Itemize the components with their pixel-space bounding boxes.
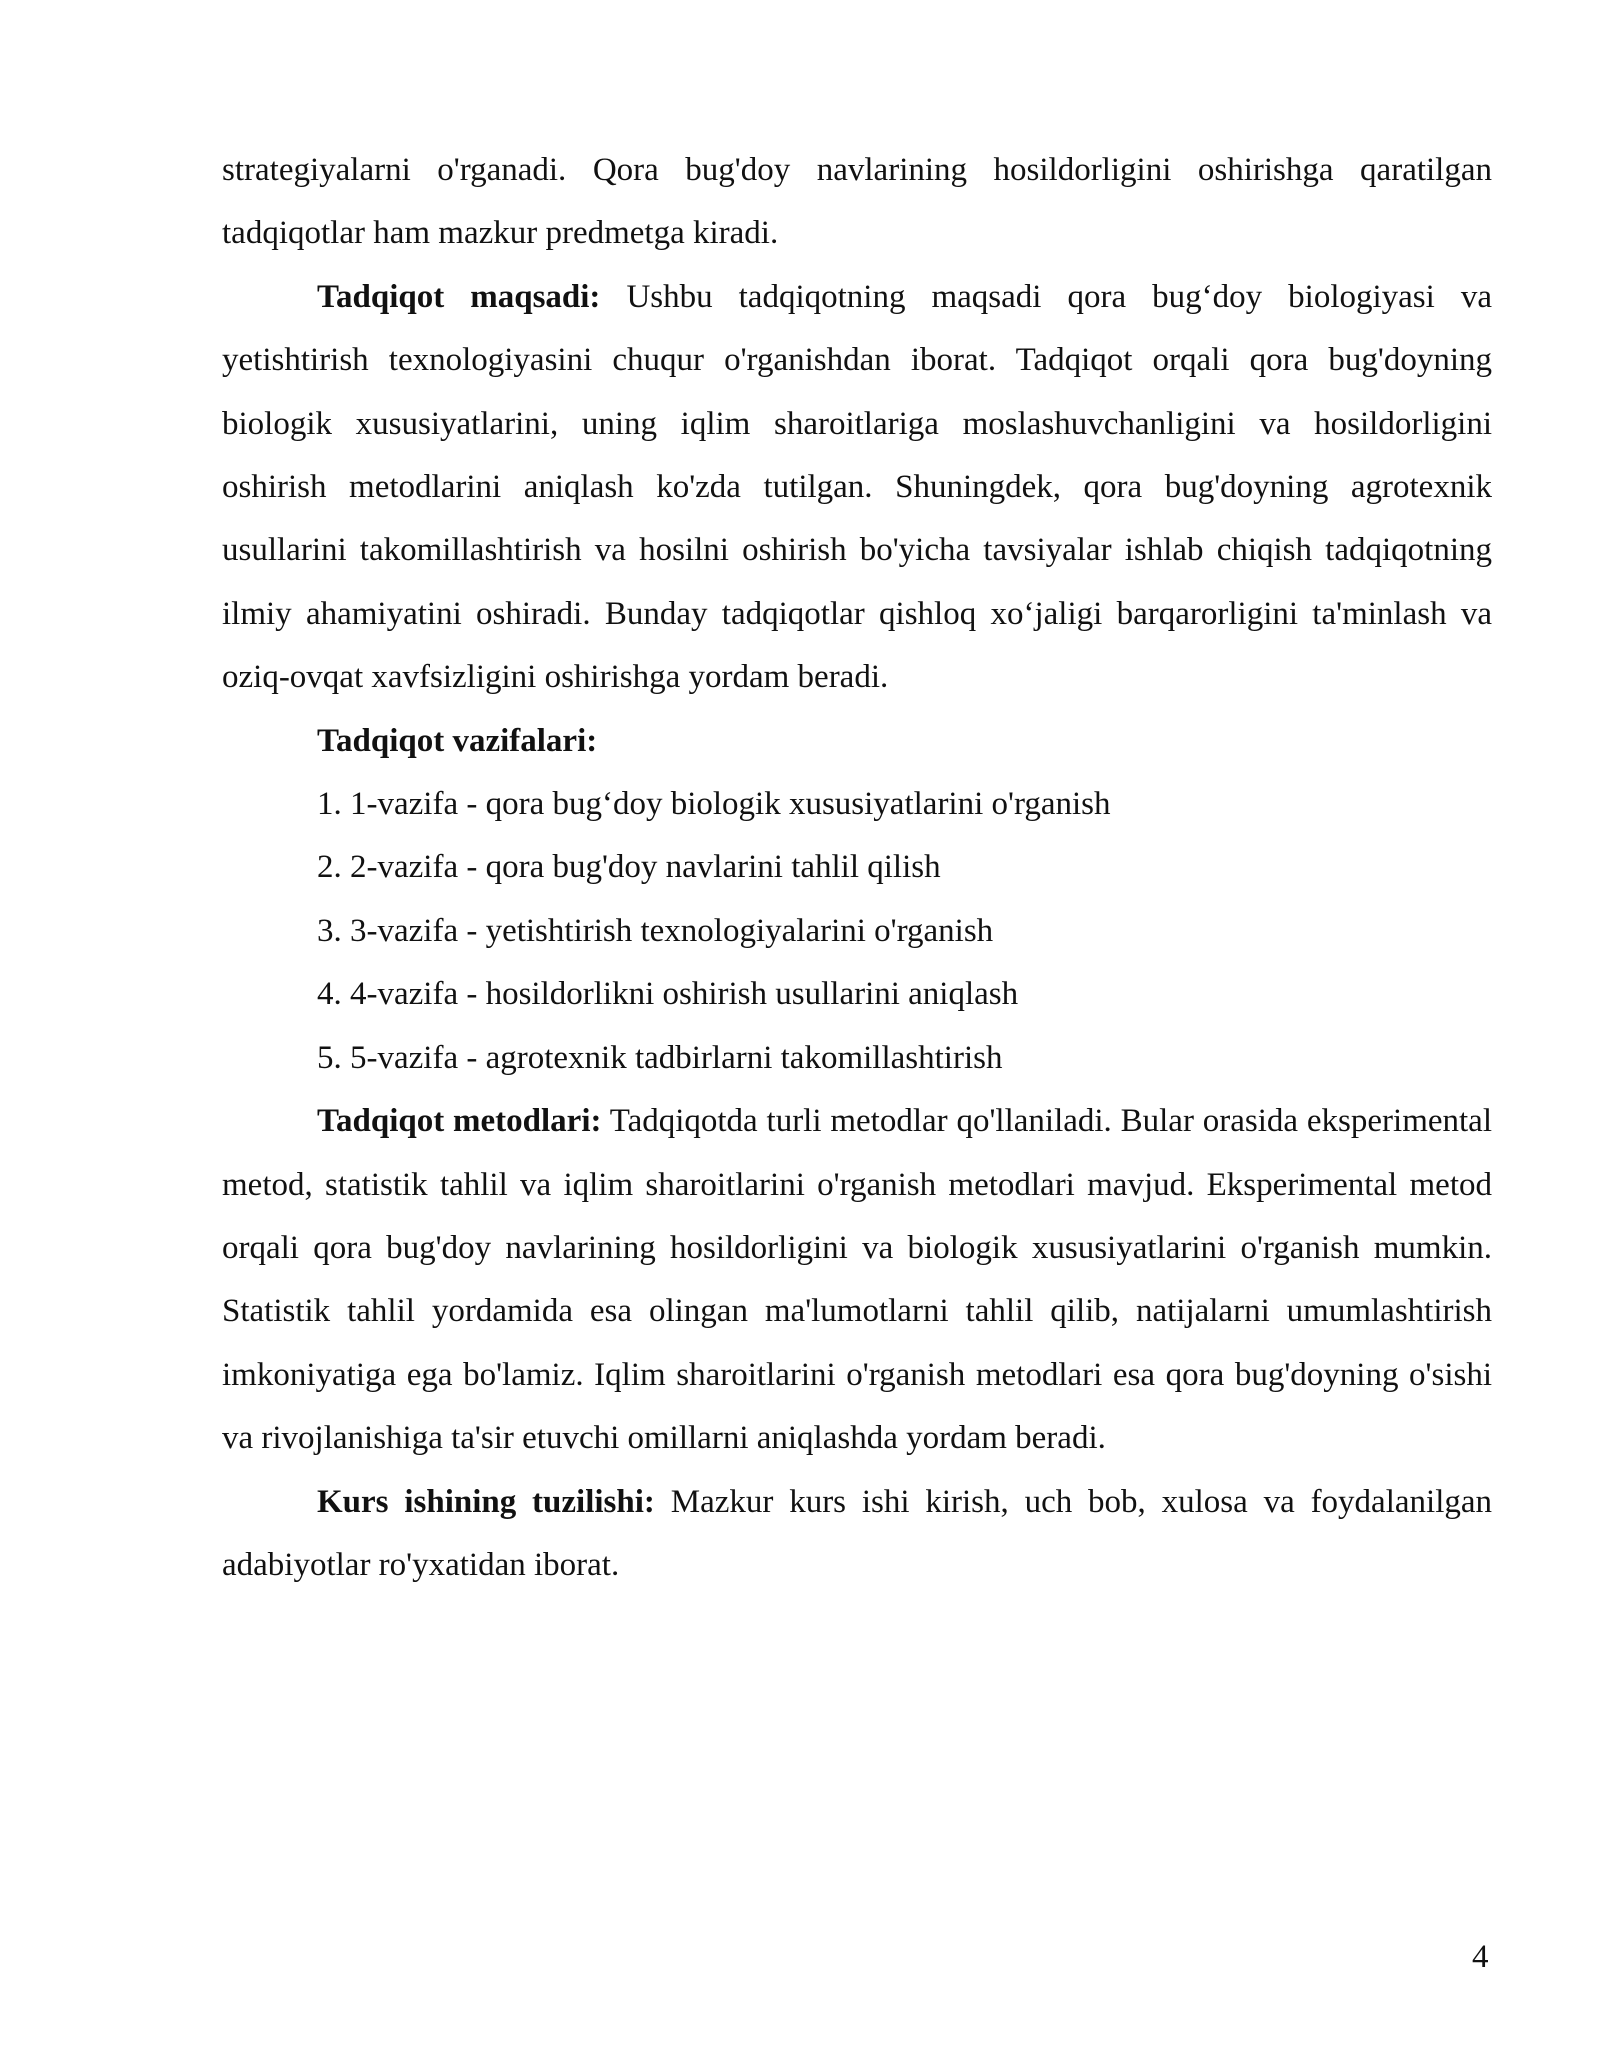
goal-paragraph: [222, 266, 1492, 710]
task-item-1: 1. 1-vazifa - qora bug‘doy biologik xususiyatlarini o'rganish: [317, 786, 1111, 823]
goal-heading: Tadqiqot maqsadi:: [317, 278, 601, 315]
tasks-heading-line: [222, 710, 1492, 773]
structure-text: Mazkur kurs ishi kirish, uch bob, xulosa va foydalanilgan adabiyotlar ro'yxatidan iborat.: [222, 1483, 1493, 1583]
goal-text: Ushbu tadqiqotning maqsadi qora bug‘doy biologiyasi va yetishtirish texnologiyasini chuqur o'rganishdan iborat. Tadqiqot orqali qora bug'doyning biologik xususiyatlarini, uning iqlim sharoitlariga moslashuvchanligini va hosildorligini oshirish metodlarini aniqlash ko'zda tutilgan. Shuningdek, qora bug'doyning agrotexnik usullarini takomillashtirish va hosilni oshirish bo'yicha tavsiyalar ishlab chiqish tadqiqotning ilmiy ahamiyatini oshiradi. Bunday tadqiqotlar qishloq xo‘jaligi barqarorligini ta'minlash va oziq-ovqat xavfsizligini oshirishga yordam beradi.: [222, 278, 1492, 696]
document-page: [222, 139, 1492, 1597]
methods-paragraph: [222, 1090, 1492, 1470]
structure-paragraph: [222, 1471, 1492, 1598]
task-item-2: 2. 2-vazifa - qora bug'doy navlarini tahlil qilish: [317, 849, 941, 886]
page-number: 4: [1472, 1939, 1489, 1975]
methods-heading: Tadqiqot metodlari:: [317, 1103, 602, 1140]
tasks-heading: Tadqiqot vazifalari:: [317, 722, 598, 759]
task-item-3: 3. 3-vazifa - yetishtirish texnologiyalarini o'rganish: [317, 912, 994, 949]
methods-text: Tadqiqotda turli metodlar qo'llaniladi. Bular orasida eksperimental metod, statistik tahlil va iqlim sharoitlarini o'rganish metodlari mavjud. Eksperimental metod orqali qora bug'doy navlarining hosildorligini va biologik xususiyatlarini o'rganish mumkin. Statistik tahlil yordamida esa olingan ma'lumotlarni tahlil qilib, natijalarni umumlashtirish imkoniyatiga ega bo'lamiz. Iqlim sharoitlarini o'rganish metodlari esa qora bug'doyning o'sishi va rivojlanishiga ta'sir etuvchi omillarni aniqlashda yordam beradi.: [222, 1103, 1492, 1457]
task-item-4: 4. 4-vazifa - hosildorlikni oshirish usullarini aniqlash: [317, 976, 1019, 1013]
structure-heading: Kurs ishining tuzilishi:: [317, 1483, 655, 1520]
intro-paragraph: strategiyalarni o'rganadi. Qora bug'doy navlarining hosildorligini oshirishga qaratilgan tadqiqotlar ham mazkur predmetga kiradi.: [222, 152, 1492, 252]
task-item-5: 5. 5-vazifa - agrotexnik tadbirlarni takomillashtirish: [317, 1039, 1003, 1076]
